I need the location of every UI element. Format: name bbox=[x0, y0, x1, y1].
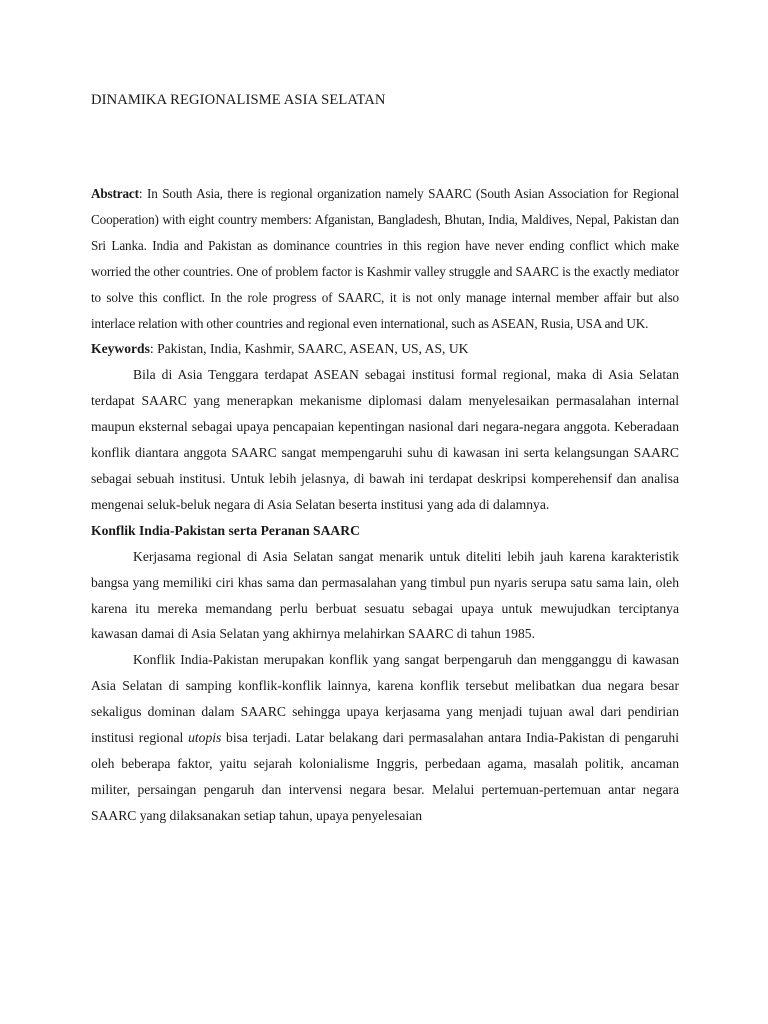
section-heading: Konflik India-Pakistan serta Peranan SAARC bbox=[91, 522, 360, 538]
keywords-text: Pakistan, India, Kashmir, SAARC, ASEAN, US, AS, UK bbox=[153, 341, 469, 357]
abstract-paragraph bbox=[91, 181, 679, 336]
keywords-paragraph bbox=[91, 336, 679, 362]
paragraph-2-text-end: bisa terjadi. Latar belakang dari permasalahan antara India-Pakistan di pengaruhi oleh beberapa faktor, yaitu sejarah kolonialisme Inggris, perbedaan agama, masalah politik, ancaman militer, persaingan pengaruh dan intervensi negara besar. Melalui pertemuan-pertemuan antar negara SAARC yang dilaksanakan setiap tahun, upaya penyelesaian bbox=[91, 730, 679, 823]
document-body bbox=[91, 181, 679, 829]
keywords-separator: : bbox=[149, 341, 154, 357]
abstract-label: Abstract bbox=[91, 186, 139, 201]
paragraph-2-text-start: Konflik India-Pakistan merupakan konflik yang sangat berpengaruh dan mengganggu di kawasan Asia Selatan di samping konflik-konflik lainnya, karena konflik tersebut melibatkan dua negara besar sekaligus dominan dalam SAARC sehingga upaya kerjasama yang menjadi tujuan awal dari pendirian institusi regional bbox=[91, 652, 679, 746]
document-title: DINAMIKA REGIONALISME ASIA SELATAN bbox=[91, 92, 386, 108]
keywords-label: Keywords bbox=[91, 341, 150, 357]
body-paragraph-1: Kerjasama regional di Asia Selatan sangat menarik untuk diteliti lebih jauh karena karakteristik bangsa yang memiliki ciri khas sama dan permasalahan yang timbul pun nyaris serupa satu sama lain, oleh karena itu mereka memandang perlu berbuat sesuatu sebagai upaya untuk mewujudkan terciptanya kawasan damai di Asia Selatan yang akhirnya melahirkan SAARC di tahun 1985. bbox=[91, 548, 679, 642]
abstract-separator: : bbox=[138, 186, 143, 201]
italic-term: utopis bbox=[188, 730, 222, 746]
abstract-text: In South Asia, there is regional organization namely SAARC (South Asian Association for Regional Cooperation) with eight country members: Afganistan, Bangladesh, Bhutan, India, Maldives, Nepal, Pakistan dan Sri Lanka. India and Pakistan as dominance countries in this region have never ending conflict which make worried the other countries. One of problem factor is Kashmir valley struggle and SAARC is the exactly mediator to solve this conflict. In the role progress of SAARC, it is not only manage internal member affair but also interlace relation with other countries and regional even international, such as ASEAN, Rusia, USA and UK. bbox=[91, 186, 679, 331]
body-paragraph-2 bbox=[91, 647, 679, 828]
intro-paragraph: Bila di Asia Tenggara terdapat ASEAN sebagai institusi formal regional, maka di Asia Selatan terdapat SAARC yang menerapkan mekanisme diplomasi dalam menyelesaikan permasalahan internal maupun eksternal sebagai upaya pencapaian kepentingan nasional dari negara-negara anggota. Keberadaan konflik diantara anggota SAARC sangat mempengaruhi suhu di kawasan ini serta kelangsungan SAARC sebagai sebuah institusi. Untuk lebih jelasnya, di bawah ini terdapat deskripsi komperehensif dan analisa mengenai seluk-beluk negara di Asia Selatan beserta institusi yang ada di dalamnya. bbox=[91, 367, 679, 512]
